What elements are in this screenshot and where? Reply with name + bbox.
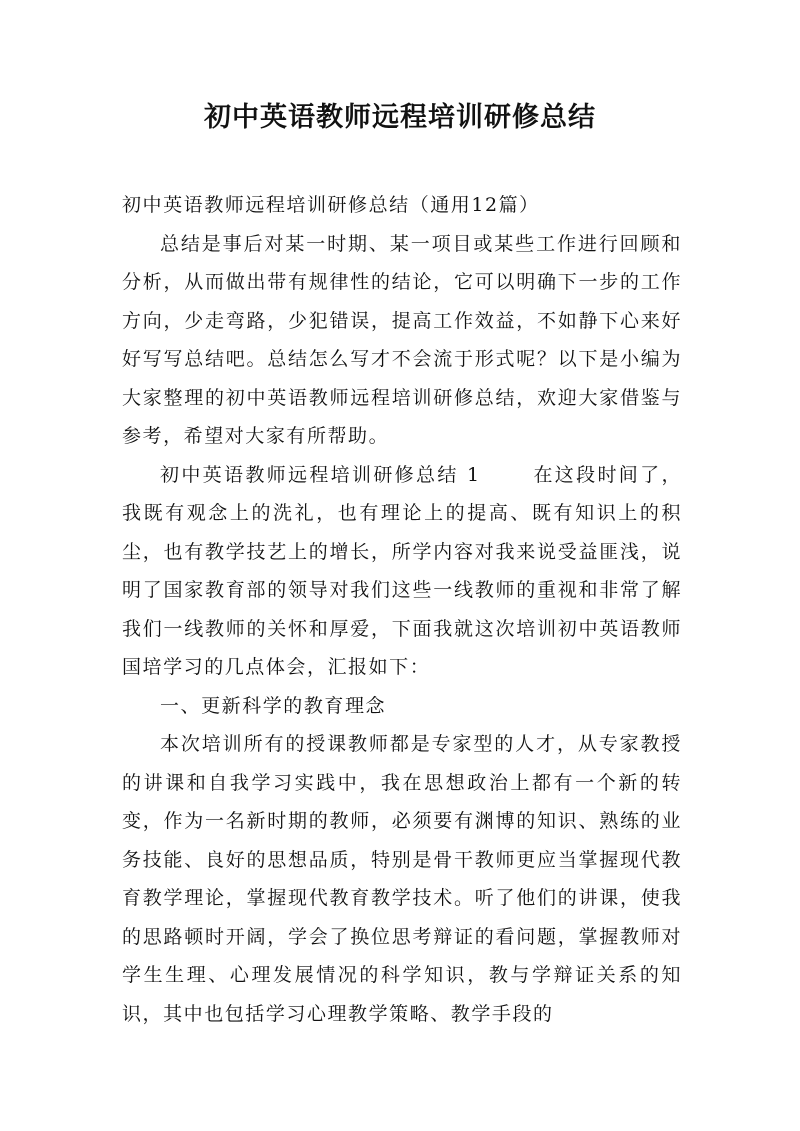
- section-1-paragraph: [122, 456, 682, 687]
- point-1-heading: 一、更新科学的教育理念: [160, 694, 387, 717]
- document-body: [122, 186, 682, 1033]
- intro-paragraph: 总结是事后对某一时期、某一项目或某些工作进行回顾和分析，从而做出带有规律性的结论，它可以明确下一步的工作方向，少走弯路，少犯错误，提高工作效益，不如静下心来好好写写总结吧。总结怎么写才不会流于形式呢？以下是小编为大家整理的初中英语教师远程培训研修总结，欢迎大家借鉴与参考，希望对大家有所帮助。: [122, 232, 682, 447]
- document-title: 初中英语教师远程培训研修总结: [204, 102, 596, 133]
- section-1-heading: 初中英语教师远程培训研修总结 1: [160, 463, 481, 486]
- point-1-paragraph: 本次培训所有的授课教师都是专家型的人才，从专家教授的讲课和自我学习实践中，我在思想政治上都有一个新的转变，作为一名新时期的教师，必须要有渊博的知识、熟练的业务技能、良好的思想品质，特别是骨干教师更应当掌握现代教育教学理论，掌握现代教育教学技术。听了他们的讲课，使我的思路顿时开阔，学会了换位思考辩证的看问题，掌握教师对学生生理、心理发展情况的科学知识，教与学辩证关系的知识，其中也包括学习心理教学策略、教学手段的: [122, 733, 682, 1025]
- document-subtitle: 初中英语教师远程培训研修总结（通用12篇）: [122, 194, 540, 216]
- section-1-text: 在这段时间了，我既有观念上的洗礼，也有理论上的提高、既有知识上的积尘，也有教学技艺上的增长，所学内容对我来说受益匪浅，说明了国家教育部的领导对我们这些一线教师的重视和非常了解我们一线教师的关怀和厚爱，下面我就这次培训初中英语教师国培学习的几点体会，汇报如下：: [122, 463, 682, 678]
